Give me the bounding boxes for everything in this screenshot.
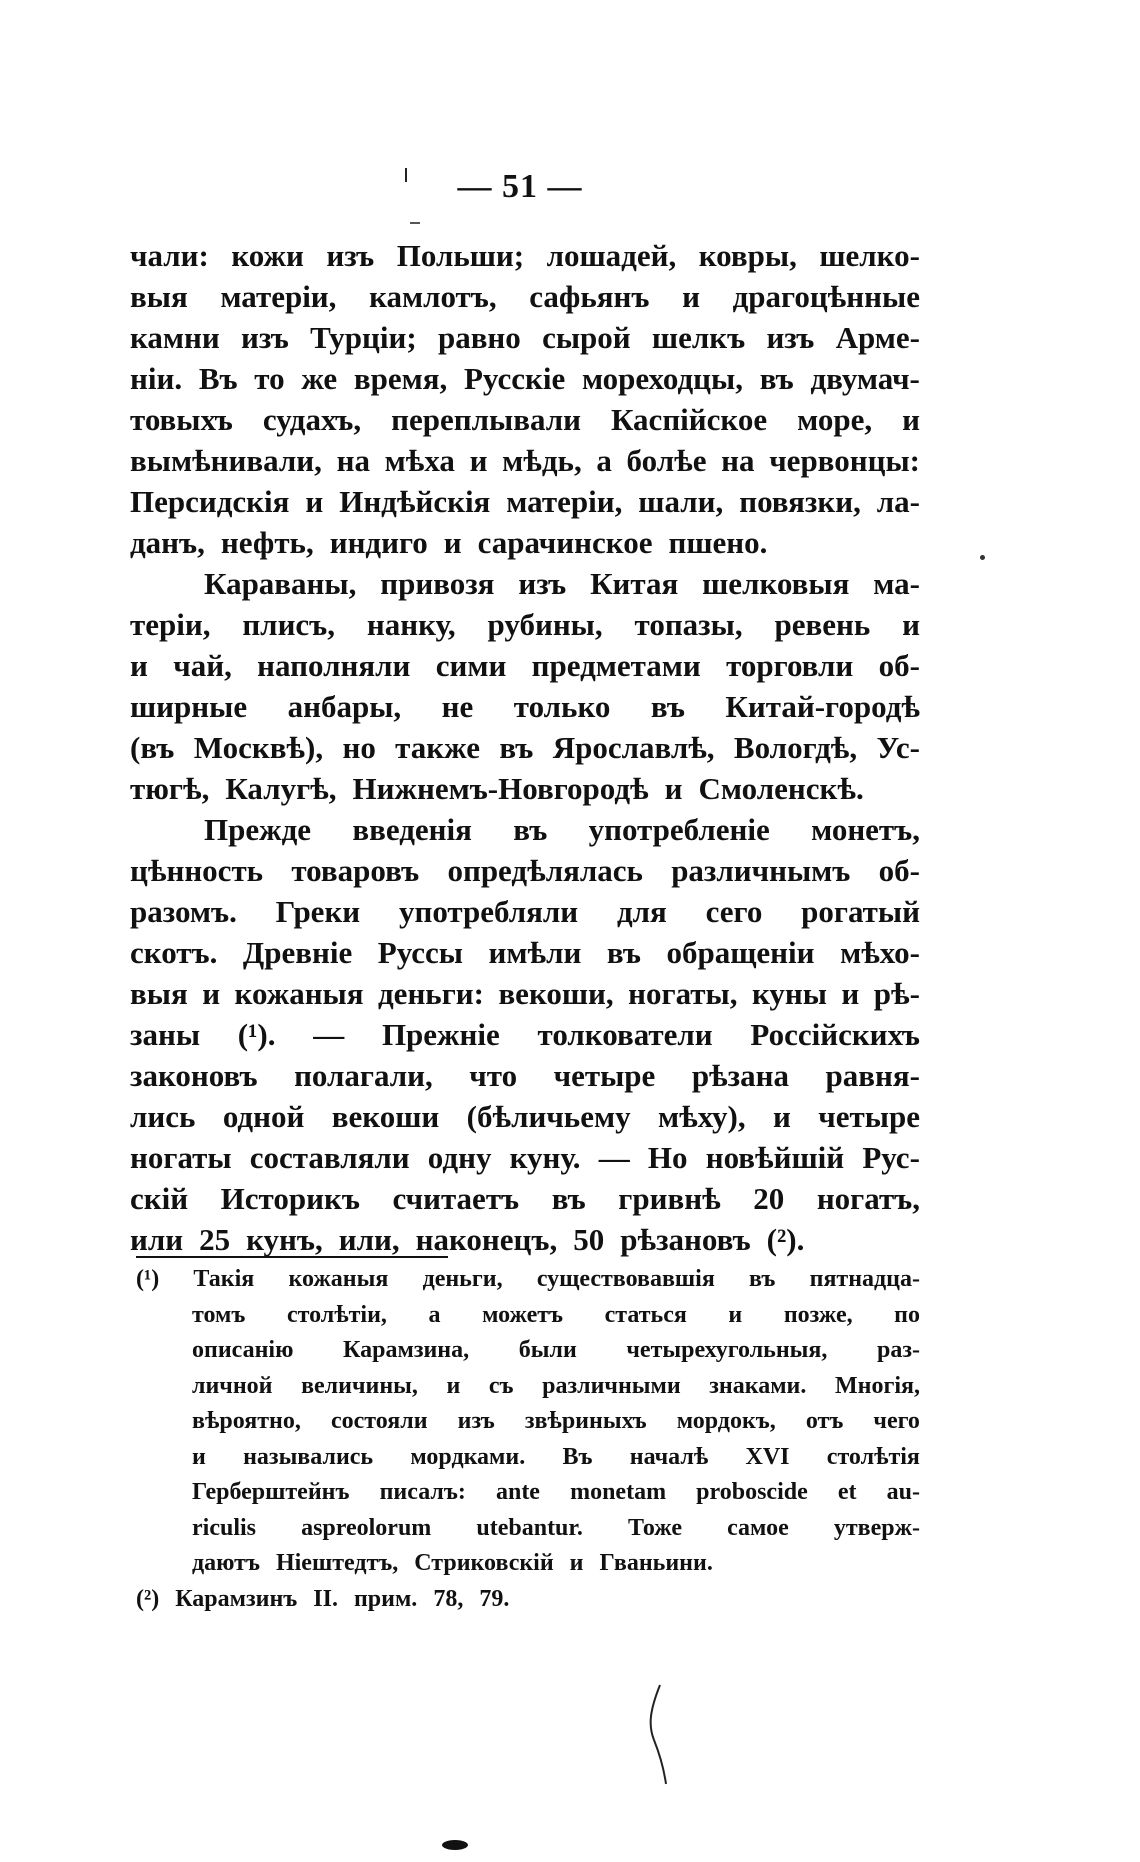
word: ширные	[130, 689, 248, 724]
word: судахъ,	[262, 402, 362, 437]
word: деньги,	[422, 1266, 503, 1292]
word: а	[428, 1301, 441, 1328]
page-number: — 51 —	[457, 168, 583, 205]
word: Индѣйскія	[339, 484, 491, 519]
word: утверж-	[833, 1514, 920, 1541]
word: Руссы	[377, 935, 463, 970]
word: данъ,	[130, 525, 205, 560]
word: позже,	[783, 1301, 853, 1328]
word: Россійскихъ	[750, 1017, 920, 1052]
word: двумач-	[810, 361, 920, 396]
word: равно	[437, 320, 521, 355]
word: сарачинское	[477, 525, 653, 560]
word: мѣху),	[657, 1099, 746, 1134]
main-text	[130, 235, 920, 1260]
word: ante	[495, 1479, 540, 1505]
word: и	[841, 976, 860, 1011]
word: 78,	[433, 1585, 464, 1612]
word: матеріи,	[220, 279, 337, 314]
word: шелковыя	[702, 566, 850, 601]
text-line	[130, 522, 920, 563]
word: Китай-городѣ	[725, 689, 920, 724]
word: шали,	[638, 484, 724, 519]
word: одной	[222, 1099, 305, 1134]
word: употребляли	[398, 894, 579, 929]
word: даютъ	[192, 1550, 260, 1576]
word: векоши	[331, 1099, 440, 1134]
word: въ	[749, 1266, 776, 1292]
word: кожаныя	[288, 1266, 389, 1292]
word: введенія	[352, 812, 472, 847]
word: чего	[873, 1408, 920, 1434]
word: же	[301, 361, 338, 396]
word: (²)	[136, 1585, 160, 1612]
text-line	[130, 1055, 920, 1096]
word: разомъ.	[130, 894, 237, 929]
word: Нижнемъ-Новгородѣ	[352, 771, 649, 806]
word: ревень	[774, 607, 871, 642]
word: ла-	[876, 484, 920, 519]
word: составляли	[249, 1140, 410, 1175]
word: Карамзина,	[343, 1337, 470, 1363]
word: —	[598, 1140, 630, 1175]
word: опредѣлялась	[447, 853, 643, 888]
text-line	[130, 276, 920, 317]
word: Въ	[198, 361, 238, 396]
footnote-line	[136, 1511, 920, 1547]
word: aspreolorum	[301, 1514, 432, 1541]
word: выя	[130, 279, 188, 314]
word: 50	[573, 1222, 605, 1257]
word: различными	[542, 1372, 681, 1399]
word: II.	[313, 1585, 338, 1612]
word: Русскіе	[464, 361, 566, 396]
word: Китая	[590, 566, 679, 601]
word: толкователи	[537, 1017, 713, 1052]
word: Вологдѣ,	[733, 730, 858, 765]
word: рубины,	[487, 607, 603, 642]
word: ніи.	[130, 361, 183, 396]
word: и	[664, 771, 683, 806]
word: пятнадца-	[809, 1266, 920, 1292]
word: столѣтіи,	[286, 1301, 387, 1328]
word: въ	[499, 730, 534, 765]
word: писалъ:	[379, 1479, 466, 1505]
word: наполняли	[257, 648, 411, 683]
word: море,	[797, 402, 873, 437]
word: рѣзановъ	[620, 1222, 751, 1257]
word: статься	[604, 1301, 687, 1328]
word: Такія	[193, 1266, 255, 1292]
word: анбары,	[287, 689, 402, 724]
text-line	[130, 1014, 920, 1055]
word: (¹).	[237, 1017, 276, 1052]
word: гривнѣ	[618, 1181, 721, 1216]
word: изъ	[241, 320, 289, 355]
word: что	[469, 1058, 518, 1093]
word: индиго	[329, 525, 428, 560]
word: топазы,	[634, 607, 743, 642]
word: для	[616, 894, 667, 929]
word: звѣриныхъ	[524, 1408, 647, 1434]
word: Гваньини.	[599, 1550, 713, 1576]
word: ногатъ,	[816, 1181, 920, 1216]
word: и	[192, 1443, 206, 1470]
word: кожаныя	[234, 976, 364, 1011]
footnote-line	[136, 1546, 920, 1582]
text-line	[130, 932, 920, 973]
text-line	[130, 891, 920, 932]
word: заны	[130, 1017, 201, 1052]
word: proboscide	[696, 1479, 808, 1505]
word: съ	[488, 1372, 514, 1399]
ink-stroke	[640, 1680, 680, 1790]
word: (¹)	[136, 1266, 160, 1292]
word: то	[254, 361, 285, 396]
word: четыре	[553, 1058, 656, 1093]
word: ногаты	[130, 1140, 232, 1175]
word: Стриковскій	[414, 1550, 554, 1576]
word: мѣдь,	[502, 443, 582, 478]
word: выя	[130, 976, 188, 1011]
word: отъ	[805, 1408, 844, 1434]
word: четырехугольныя,	[626, 1337, 828, 1363]
word: Ус-	[876, 730, 920, 765]
word: въ	[650, 689, 685, 724]
word: вымѣнивали,	[130, 443, 322, 478]
word: Москвѣ),	[193, 730, 324, 765]
word: личной	[192, 1372, 273, 1399]
word: только	[513, 689, 611, 724]
word: теріи,	[130, 607, 211, 642]
word: также	[395, 730, 480, 765]
word: мордками.	[410, 1443, 526, 1470]
footnote-line	[136, 1369, 920, 1405]
footnote-line	[136, 1333, 920, 1369]
word: болѣе	[626, 443, 707, 478]
word: въ	[551, 1181, 586, 1216]
word: раз-	[877, 1337, 920, 1363]
word: законовъ	[130, 1058, 258, 1093]
word: 79.	[479, 1585, 510, 1612]
ink-blot	[440, 1838, 470, 1852]
word: изъ	[518, 566, 567, 601]
word: Карамзинъ	[175, 1585, 298, 1612]
word: употребленіе	[588, 812, 770, 847]
footnote-line	[136, 1404, 920, 1440]
text-line	[130, 1178, 920, 1219]
text-line	[130, 563, 920, 604]
word: и	[902, 402, 920, 437]
text-line	[130, 604, 920, 645]
word: равня-	[825, 1058, 920, 1093]
word: векоши,	[498, 976, 614, 1011]
word: товыхъ	[130, 402, 233, 437]
word: сего	[705, 894, 763, 929]
word: Многія,	[834, 1372, 920, 1399]
word: сафьянъ	[529, 279, 650, 314]
word: червонцы:	[769, 443, 920, 478]
word: и	[443, 525, 462, 560]
word: Смоленскѣ.	[698, 771, 864, 806]
word: плисъ,	[242, 607, 336, 642]
word: (въ	[130, 730, 175, 765]
word: существовавшія	[536, 1266, 715, 1292]
word: Персидскія	[130, 484, 290, 519]
word: и	[469, 443, 488, 478]
word: монетъ,	[811, 812, 920, 847]
word: на	[721, 443, 755, 478]
word: Калугѣ,	[225, 771, 337, 806]
footnote-line	[136, 1475, 920, 1511]
word: назывались	[243, 1443, 374, 1470]
word: началѣ	[629, 1443, 709, 1470]
word: скій	[130, 1181, 189, 1216]
text-line	[130, 399, 920, 440]
word: самое	[727, 1514, 789, 1541]
word: камлотъ,	[369, 279, 497, 314]
word: Прежніе	[381, 1017, 500, 1052]
text-line	[130, 645, 920, 686]
footnote-line	[136, 1262, 920, 1298]
word: наконецъ,	[415, 1222, 558, 1257]
word: повязки,	[739, 484, 861, 519]
word: и	[728, 1301, 743, 1328]
word: изъ	[766, 320, 815, 355]
text-line	[130, 235, 920, 276]
word: кунъ,	[246, 1222, 323, 1257]
word: monetam	[570, 1479, 667, 1505]
word: считаетъ	[392, 1181, 520, 1216]
word: одну	[427, 1140, 492, 1175]
word: различнымъ	[671, 853, 851, 888]
text-line	[130, 481, 920, 522]
word: (бѣличьему	[466, 1099, 631, 1134]
word: и	[130, 648, 148, 683]
word: ма-	[873, 566, 920, 601]
footnote-line	[136, 1582, 920, 1618]
word: пшено.	[668, 525, 768, 560]
footnote-line	[136, 1298, 920, 1334]
word: XVI	[745, 1443, 790, 1470]
word: и	[902, 607, 920, 642]
word: Въ	[562, 1443, 593, 1470]
word: ногаты,	[628, 976, 738, 1011]
word: лошадей,	[546, 238, 677, 273]
word: торговли	[726, 648, 854, 683]
text-line	[130, 440, 920, 481]
word: —	[313, 1017, 345, 1052]
word: обращеніи	[666, 935, 815, 970]
word: рѣ-	[873, 976, 920, 1011]
word: цѣнность	[130, 853, 264, 888]
word: шелко-	[819, 238, 920, 273]
word: камни	[130, 320, 220, 355]
word: томъ	[192, 1301, 246, 1328]
word: и	[305, 484, 324, 519]
word: величины,	[301, 1372, 418, 1399]
word: но	[342, 730, 376, 765]
word: матеріи,	[506, 484, 623, 519]
word: нанку,	[366, 607, 456, 642]
word: описанію	[192, 1337, 294, 1363]
word: Герберштейнъ	[192, 1479, 350, 1505]
word: состояли	[330, 1408, 428, 1434]
word: въ	[606, 935, 641, 970]
word: Древніе	[242, 935, 353, 970]
word: время,	[353, 361, 448, 396]
word: Прежде	[204, 812, 312, 847]
word: или	[130, 1222, 184, 1257]
footnotes	[136, 1262, 920, 1617]
word: 20	[753, 1181, 785, 1216]
word: Каспійское	[610, 402, 768, 437]
word: Турціи;	[310, 320, 417, 355]
word: привозя	[380, 566, 495, 601]
word: четыре	[818, 1099, 920, 1134]
word: кожи	[231, 238, 304, 273]
word: рѣзана	[691, 1058, 789, 1093]
word: а	[596, 443, 612, 478]
text-line	[130, 1096, 920, 1137]
word: au-	[886, 1479, 920, 1505]
word: et	[837, 1479, 857, 1505]
word: лись	[130, 1099, 196, 1134]
word: сырой	[542, 320, 631, 355]
word: прим.	[353, 1585, 418, 1612]
word: Польши;	[396, 238, 525, 273]
word: и	[682, 279, 700, 314]
word: чали:	[130, 238, 209, 273]
word: скотъ.	[130, 935, 218, 970]
word: знаками.	[709, 1372, 807, 1399]
word: нефть,	[220, 525, 314, 560]
word: Арме-	[835, 320, 920, 355]
word: въ	[759, 361, 794, 396]
margin-mark	[410, 222, 420, 224]
word: не	[441, 689, 474, 724]
word: на	[336, 443, 370, 478]
text-line	[130, 317, 920, 358]
word: изъ	[457, 1408, 495, 1434]
word: шелкъ	[651, 320, 746, 355]
word: можетъ	[482, 1301, 564, 1328]
word: и	[773, 1099, 791, 1134]
word: куны	[751, 976, 827, 1011]
word: сими	[435, 648, 507, 683]
word: Греки	[275, 894, 361, 929]
text-line	[130, 686, 920, 727]
margin-mark	[405, 168, 407, 182]
text-line	[130, 768, 920, 809]
word: или,	[338, 1222, 400, 1257]
word: мореходцы,	[581, 361, 743, 396]
word: въ	[513, 812, 548, 847]
word: об-	[878, 648, 920, 683]
word: мѣха	[384, 443, 455, 478]
word: переплывали	[391, 402, 581, 437]
text-line	[130, 973, 920, 1014]
word: имѣли	[488, 935, 582, 970]
footnote-line	[136, 1440, 920, 1476]
word: деньги:	[378, 976, 484, 1011]
word: Историкъ	[220, 1181, 360, 1216]
word: Ярославлѣ,	[552, 730, 715, 765]
word: Тоже	[627, 1514, 683, 1541]
text-line	[130, 809, 920, 850]
word: полагали,	[294, 1058, 433, 1093]
text-line	[130, 1219, 920, 1260]
word: столѣтія	[826, 1443, 920, 1470]
word: riculis	[192, 1514, 256, 1541]
word: мордокъ,	[676, 1408, 776, 1434]
word: по	[894, 1301, 920, 1328]
word: куну.	[509, 1140, 581, 1175]
text-line	[130, 727, 920, 768]
word: об-	[878, 853, 920, 888]
word: новѣйшій	[705, 1140, 845, 1175]
word: Ніештедтъ,	[275, 1550, 399, 1576]
word: предметами	[531, 648, 701, 683]
word: драгоцѣнные	[732, 279, 920, 314]
footnote-rule	[136, 1256, 448, 1258]
word: ковры,	[698, 238, 797, 273]
word: utebantur.	[476, 1514, 583, 1541]
word: и	[569, 1550, 584, 1576]
word: и	[446, 1372, 461, 1399]
word: Караваны,	[204, 566, 357, 601]
word: вѣроятно,	[192, 1408, 301, 1434]
ink-speck	[980, 555, 985, 560]
text-line	[130, 1137, 920, 1178]
word: Рус-	[862, 1140, 920, 1175]
word: изъ	[326, 238, 375, 273]
word: тюгѣ,	[130, 771, 210, 806]
text-line	[130, 850, 920, 891]
word: были	[518, 1337, 577, 1363]
word: Но	[647, 1140, 688, 1175]
word: товаровъ	[291, 853, 420, 888]
word: чай,	[173, 648, 232, 683]
word: и	[202, 976, 221, 1011]
word: мѣхо-	[840, 935, 920, 970]
word: 25	[199, 1222, 231, 1257]
text-line	[130, 358, 920, 399]
word: рогатый	[801, 894, 920, 929]
word: (²).	[766, 1222, 805, 1257]
